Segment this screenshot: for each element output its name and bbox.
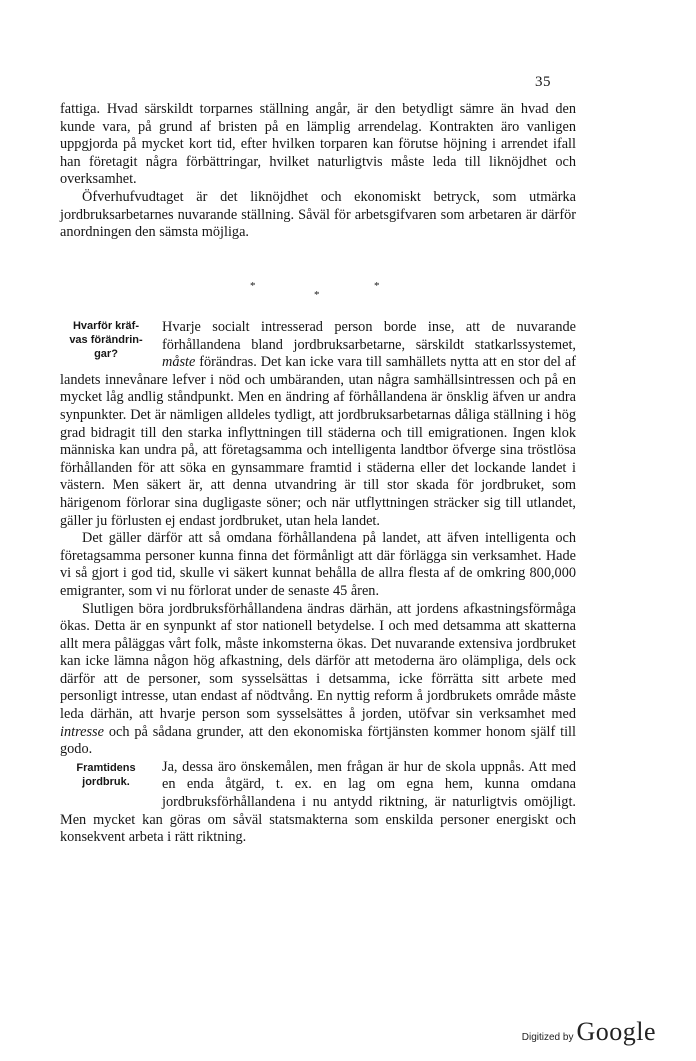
text-run: Hvarje socialt intresserad person borde inse, att de nuvarande förhållandena bland jordbruksarbetarne, särskildt statkarlssystemet, xyxy=(162,319,576,353)
emphasis-maste: måste xyxy=(162,354,196,371)
section-divider-asterisks xyxy=(0,280,696,300)
asterisk: * xyxy=(314,289,320,301)
page-number: 35 xyxy=(535,74,551,90)
text-run: förändras. Det kan icke vara till samhällets nytta att en stor del af landets innevånare lefver i nöd och umbäranden, utan några samhällsintressen och på en mycket låg andlig ståndpunkt. Men en ändring af förhållandena är önsklig äfven ur andra synpunkter. Det är nämligen alldeles tydligt, att jordbruksarbetarnas dåliga ställning i hög grad bidragit till den starka inflyttningen till städerna och till emigrationen. Ingen klok människa kan undra på, att företagsamma och intelligenta landtbor öfverge sina tröstlösa förhållanden för att söka en gynsammare framtid i städerna eller det lockande landet i västern. Men säkert är, att denna utvandring är till stor skada för jordbruket, som härigenom förlorar sina dugligaste söner; och när utflyttningen sträcker sig till utlandet, gäller ju förlusten ej endast jordbruket, utan hela landet. xyxy=(60,354,576,529)
watermark-prefix: Digitized by xyxy=(521,1032,574,1043)
asterisk: * xyxy=(374,280,380,292)
text-run: och på sådana grunder, att den ekonomiska förtjänsten kommer honom själf till godo. xyxy=(60,723,576,758)
margin-note-line: vas förändrin- xyxy=(69,334,143,346)
margin-note-line: jordbruk. xyxy=(82,775,130,788)
margin-note-line: Hvarför kräf- xyxy=(72,320,140,332)
paragraph-torparnes: fattiga. Hvad särskildt torparnes ställning angår, är den betydligt sämre än hvad den kunde vara, på grund af bristen på en lämplig arrendelag. Kontrakten äro vanligen uppgjorda på mycket kort tid, efter hvilken torparen kan förutse höjning i arrendet ifall han företagit några förbättringar, hvilket naturligtvis måste leda till liknöjdhet och overksamhet. xyxy=(60,101,576,188)
main-text-block xyxy=(60,319,576,847)
opening-text-block xyxy=(60,101,576,242)
margin-note-hvarfor xyxy=(60,319,152,371)
margin-note-line: Framtidens xyxy=(76,761,136,774)
asterisk: * xyxy=(250,280,256,292)
text-run: Slutligen böra jordbruksförhållandena ändras därhän, att jordens afkastningsförmåga ökas. Detta är en synpunkt af stor nationell betydelse. I och med detsamma att skatterna allt mera påläggas vårt folk, måste inkomsterna ökas. Det nuvarande extensiva jordbruket kan icke lämna någon hög afkastning, dels därför att metoderna äro olämpliga, dels ock därför att de personer, som sysselsättas i detsamma, icke förrätta sitt arbete med personligt intresse, utan endast af nödtvång. En nyttig reform å jordbrukets område måste leda därhän, att hvarje person som sysselsättes å jorden, utöfvar sin verksamhet med xyxy=(60,600,576,723)
paragraph-slutligen xyxy=(60,601,576,759)
google-logo-text: Google xyxy=(576,1017,656,1046)
digitized-by-google-watermark xyxy=(522,1017,656,1047)
emphasis-intresse: intresse xyxy=(60,723,104,740)
margin-note-line: gar? xyxy=(94,348,118,360)
paragraph-ofverhufvudtaget: Öfverhufvudtaget är det liknöjdhet och ekonomiskt betryck, som utmärka jordbruksarbetarnes nuvarande ställning. Såväl för arbetsgifvaren som arbetaren är därför anordningen den sämsta möjliga. xyxy=(60,188,576,241)
paragraph-det-galler: Det gäller därför att så omdana förhållandena på landet, att äfven intelligenta och företagsamma personer kunna finna det förmånligt att där förlägga sin verksamhet. Hade vi så gjort i god tid, skulle vi säkert kunnat behålla de allra flesta af de omkring 800,000 emigranter, som vi nu förlorat under de senaste 45 åren. xyxy=(60,530,576,599)
paragraph-ja-dessa: Ja, dessa äro önskemålen, men frågan är hur de skola uppnås. Att med en enda åtgärd, t. ex. en lag om egna hem, kunna omdana jordbruksförhållandena i nu antydd riktning, är naturligtvis omöjligt. Men mycket kan göras om såväl statsmakterna som enskilda personer energiskt och konsekvent arbeta i rätt riktning. xyxy=(60,758,576,846)
margin-note-framtidens xyxy=(60,761,152,795)
